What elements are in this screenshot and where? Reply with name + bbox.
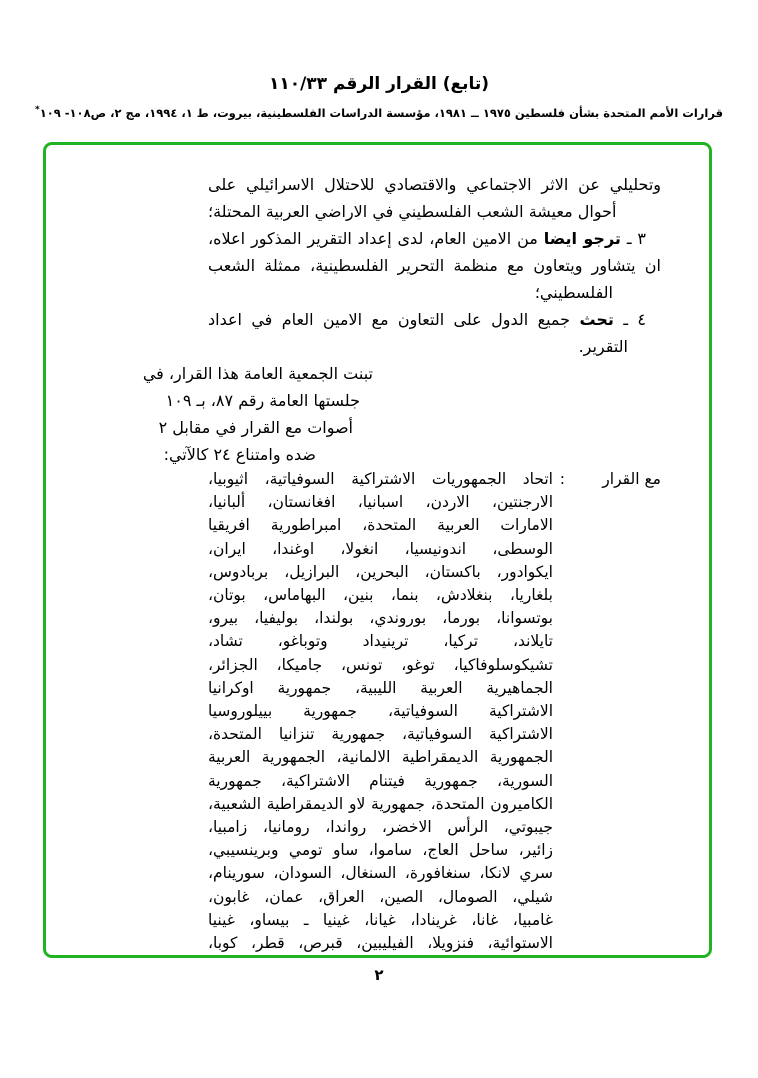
paragraph-3-line-3: الفلسطيني؛ (534, 283, 613, 302)
country-list-line: الارجنتين، الاردن، اسبانيا، افغانستان، ألبانيا، (208, 493, 553, 512)
country-list-line: الاشتراكية السوفياتية، جمهورية تنزانيا المتحدة، (208, 725, 553, 744)
adoption-note (142, 360, 373, 468)
adoption-note-line: أصوات مع القرار في مقابل ٢ (158, 418, 353, 437)
source-citation-text: قرارات الأمم المتحدة بشأن فلسطين ١٩٧٥ ــ ١٩٨١، مؤسسة الدراسات الفلسطينية، بيروت، ط ١، ١٩٩٤، مج ٢، ص١٠٨- ١٠٩ (39, 105, 724, 120)
country-list-line: زائير، ساحل العاج، ساموا، ساو تومي وبرينسيبي، (208, 841, 553, 860)
adoption-note-line: جلستها العامة رقم ٨٧، بـ ١٠٩ (165, 391, 360, 410)
vote-label-colon: : (559, 470, 565, 488)
paragraph-4-number: ٤ ـ (623, 310, 646, 329)
country-list-line: الامارات العربية المتحدة، امبراطورية افريقيا (208, 516, 553, 535)
country-list-line: الجمهورية الديمقراطية الالمانية، الجمهورية العربية (208, 748, 553, 767)
country-list-line: الوسطى، اندونيسيا، انغولا، اوغندا، ايران، (208, 539, 553, 558)
paragraph-3-text: من الامين العام، لدى إعداد التقرير المذكور اعلاه، (208, 229, 538, 248)
paragraph-3-line-1 (208, 225, 661, 252)
vote-with-countries (208, 468, 553, 955)
adoption-note-line: تبنت الجمعية العامة هذا القرار، في (142, 364, 373, 383)
paragraph-4-line-1 (208, 306, 661, 333)
country-list-line: سري لانكا، سنغافورة، السنغال، السودان، سورينام، (208, 864, 553, 883)
vote-with-label: مع القرار (602, 470, 661, 488)
paragraph-4-line-2: التقرير. (578, 337, 628, 356)
country-list-line: ايكوادور، باكستان، البحرين، البرازيل، بربادوس، (208, 562, 553, 581)
source-citation (0, 105, 758, 120)
continuation-line-1: وتحليلي عن الاثر الاجتماعي والاقتصادي للاحتلال الاسرائيلي على (208, 175, 661, 194)
page-header (0, 74, 758, 120)
country-list-line: اتحاد الجمهوريات الاشتراكية السوفياتية، اثيوبيا، (208, 470, 553, 488)
country-list-line: الاستوائية، فنزويلا، الفيليبين، قبرص، قطر، كوبا، (208, 934, 553, 953)
country-list-line: الكاميرون المتحدة، جمهورية لاو الديمقراطية الشعبية، (208, 794, 553, 813)
resolution-body (142, 171, 661, 955)
country-list-line: غامبيا، غانا، غرينادا، غيانا، غينيا ـ بيساو، غينيا (208, 910, 553, 929)
country-list-line: بوتسوانا، بورما، بوروندي، بولندا، بوليفيا، بيرو، (208, 609, 553, 628)
paragraph-4-bold-verb: تحث (579, 310, 614, 329)
country-list-line: جيبوتي، الرأس الاخضر، رواندا، رومانيا، زامبيا، (208, 818, 553, 837)
green-border-frame (43, 142, 712, 958)
resolution-title: (تابع) القرار الرقم ١١٠/٣٣ (268, 74, 490, 94)
paragraph-4-text: جميع الدول على التعاون مع الامين العام في اعداد (208, 310, 571, 329)
paragraph-3-line-2: ان يتشاور ويتعاون مع منظمة التحرير الفلسطينية، ممثلة الشعب (208, 256, 661, 275)
country-list-line: بلغاريا، بنغلادش، بنما، بنين، البهاماس، بوتان، (208, 586, 553, 605)
paragraph-3-number: ٣ ـ (626, 229, 646, 248)
country-list-line: الاشتراكية السوفياتية، جمهورية بييلوروسيا (208, 702, 553, 721)
country-list-line: الجماهيرية العربية الليبية، جمهورية اوكرانيا (208, 678, 553, 697)
continuation-line-2: أحوال معيشة الشعب الفلسطيني في الاراضي العربية المحتلة؛ (208, 202, 617, 221)
country-list-line: تشيكوسلوفاكيا، توغو، تونس، جاميكا، الجزائر، (208, 655, 553, 674)
country-list-line: شيلي، الصومال، الصين، العراق، عمان، غابون، (208, 887, 553, 906)
vote-result-section (208, 468, 661, 955)
paragraph-3-bold-verb: ترجو ايضا (543, 229, 621, 248)
country-list-line: السورية، جمهورية فيتنام الاشتراكية، جمهورية (208, 771, 553, 790)
page-number: ٢ (374, 966, 384, 984)
adoption-note-line: ضده وامتناع ٢٤ كالآتي: (163, 445, 316, 464)
country-list-line: تايلاند، تركيا، ترينيداد وتوباغو، تشاد، (208, 632, 553, 651)
footnote-marker: * (34, 105, 40, 115)
